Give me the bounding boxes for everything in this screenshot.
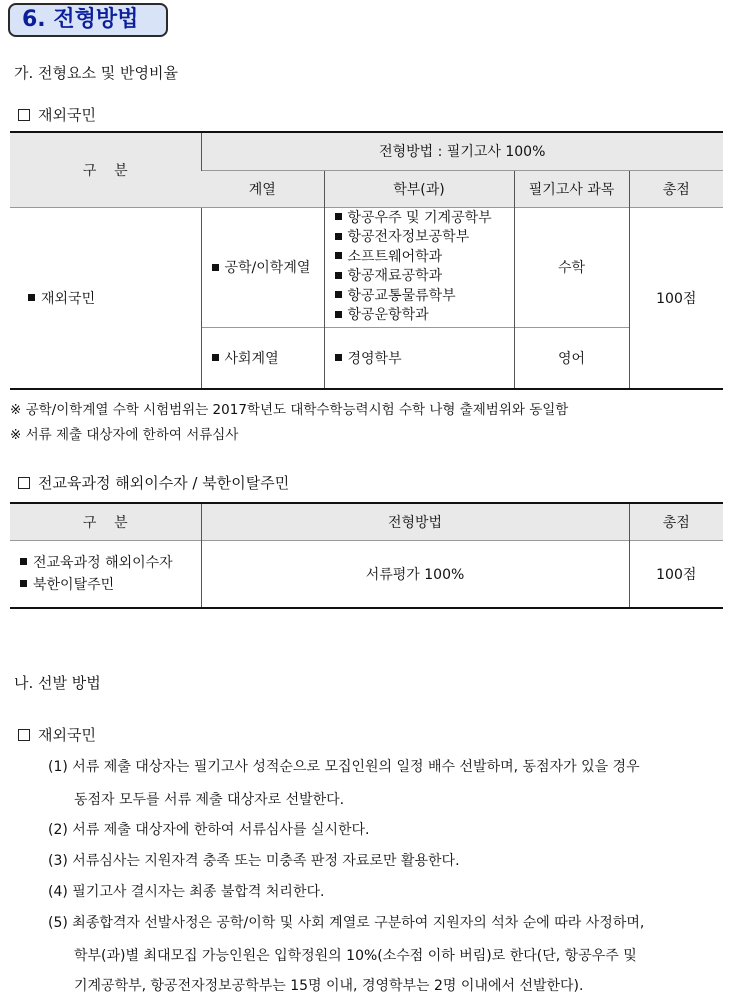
header-gubun: 구 분 bbox=[10, 132, 201, 207]
part-b-title: 나. 선발 방법 bbox=[14, 674, 101, 692]
admission-table-other bbox=[10, 502, 723, 609]
part-a-title: 가. 전형요소 및 반영비율 bbox=[14, 64, 178, 82]
track-cell bbox=[201, 327, 324, 389]
rule-item: (5) 최종합격자 선발사정은 공학/이학 및 사회 계열로 구분하여 지원자의 석차 순에 따라 사정하며, bbox=[48, 915, 645, 931]
dept-cell bbox=[324, 207, 514, 327]
admission-table-overseas bbox=[10, 131, 723, 390]
group2-heading bbox=[18, 472, 289, 493]
dept-item: 항공재료공학과 bbox=[335, 267, 514, 287]
subject-cell: 영어 bbox=[514, 327, 629, 389]
note-2: ※ 서류 제출 대상자에 한하여 서류심사 bbox=[10, 427, 239, 443]
dept-item: 소프트웨어학과 bbox=[335, 248, 514, 268]
category-label: 재외국민 bbox=[41, 290, 96, 307]
bullet-icon bbox=[212, 264, 219, 271]
rule-item: (4) 필기고사 결시자는 최종 불합격 처리한다. bbox=[48, 884, 325, 900]
dept-item: 항공전자정보공학부 bbox=[335, 228, 514, 248]
bullet-icon bbox=[20, 558, 27, 565]
track-cell bbox=[201, 207, 324, 327]
dept-cell bbox=[324, 327, 514, 389]
section-badge: 6. 전형방법 bbox=[8, 3, 168, 37]
bullet-icon bbox=[335, 354, 342, 361]
dept-item: 항공우주 및 기계공학부 bbox=[335, 209, 514, 229]
rule-continuation: 기계공학부, 항공전자정보공학부는 15명 이내, 경영학부는 2명 이내에서 선발한다). bbox=[74, 978, 584, 994]
checkbox-icon bbox=[18, 729, 30, 741]
header-dept: 학부(과) bbox=[324, 170, 514, 207]
header-total: 총점 bbox=[629, 170, 723, 207]
header-track: 계열 bbox=[201, 170, 324, 207]
header-subject: 필기고사 과목 bbox=[514, 170, 629, 207]
rule-item: (2) 서류 제출 대상자에 한하여 서류심사를 실시한다. bbox=[48, 822, 370, 838]
total-cell: 100점 bbox=[629, 207, 723, 389]
dept-item: 경영학부 bbox=[347, 350, 402, 367]
category-label: 북한이탈주민 bbox=[33, 576, 115, 593]
method-cell: 서류평가 100% bbox=[201, 540, 629, 608]
note-1: ※ 공학/이학계열 수학 시험범위는 2017학년도 대학수학능력시험 수학 나형 출제범위와 동일함 bbox=[10, 402, 569, 418]
checkbox-icon bbox=[18, 109, 30, 121]
track-label: 사회계열 bbox=[224, 350, 279, 367]
bullet-icon bbox=[20, 580, 27, 587]
bullet-icon bbox=[212, 354, 219, 361]
group3-title: 재외국민 bbox=[38, 726, 96, 744]
track-label: 공학/이학계열 bbox=[224, 260, 311, 276]
rule-continuation: 학부(과)별 최대모집 가능인원은 입학정원의 10%(소수점 이하 버림)로 한다(단, 항공우주 및 bbox=[74, 948, 637, 964]
rule-item: (3) 서류심사는 지원자격 충족 또는 미충족 판정 자료로만 활용한다. bbox=[48, 853, 460, 869]
category-cell bbox=[10, 540, 201, 608]
category-cell bbox=[10, 207, 201, 389]
checkbox-icon bbox=[18, 477, 30, 489]
group1-heading bbox=[18, 104, 96, 125]
dept-item: 항공교통물류학부 bbox=[335, 287, 514, 307]
rule-continuation: 동점자 모두를 서류 제출 대상자로 선발한다. bbox=[74, 792, 345, 808]
header-gubun: 구 분 bbox=[10, 503, 201, 540]
group3-heading bbox=[18, 724, 96, 745]
header-total: 총점 bbox=[629, 503, 723, 540]
header-method: 전형방법 bbox=[201, 503, 629, 540]
group2-title: 전교육과정 해외이수자 / 북한이탈주민 bbox=[38, 474, 290, 492]
group1-title: 재외국민 bbox=[38, 106, 96, 124]
rule-item: (1) 서류 제출 대상자는 필기고사 성적순으로 모집인원의 일정 배수 선발하며, 동점자가 있을 경우 bbox=[48, 759, 640, 775]
category-label: 전교육과정 해외이수자 bbox=[33, 554, 173, 571]
header-method: 전형방법 : 필기고사 100% bbox=[201, 132, 723, 170]
bullet-icon bbox=[28, 294, 35, 301]
subject-cell: 수학 bbox=[514, 207, 629, 327]
dept-item: 항공운항학과 bbox=[335, 306, 514, 326]
total-cell: 100점 bbox=[629, 540, 723, 608]
